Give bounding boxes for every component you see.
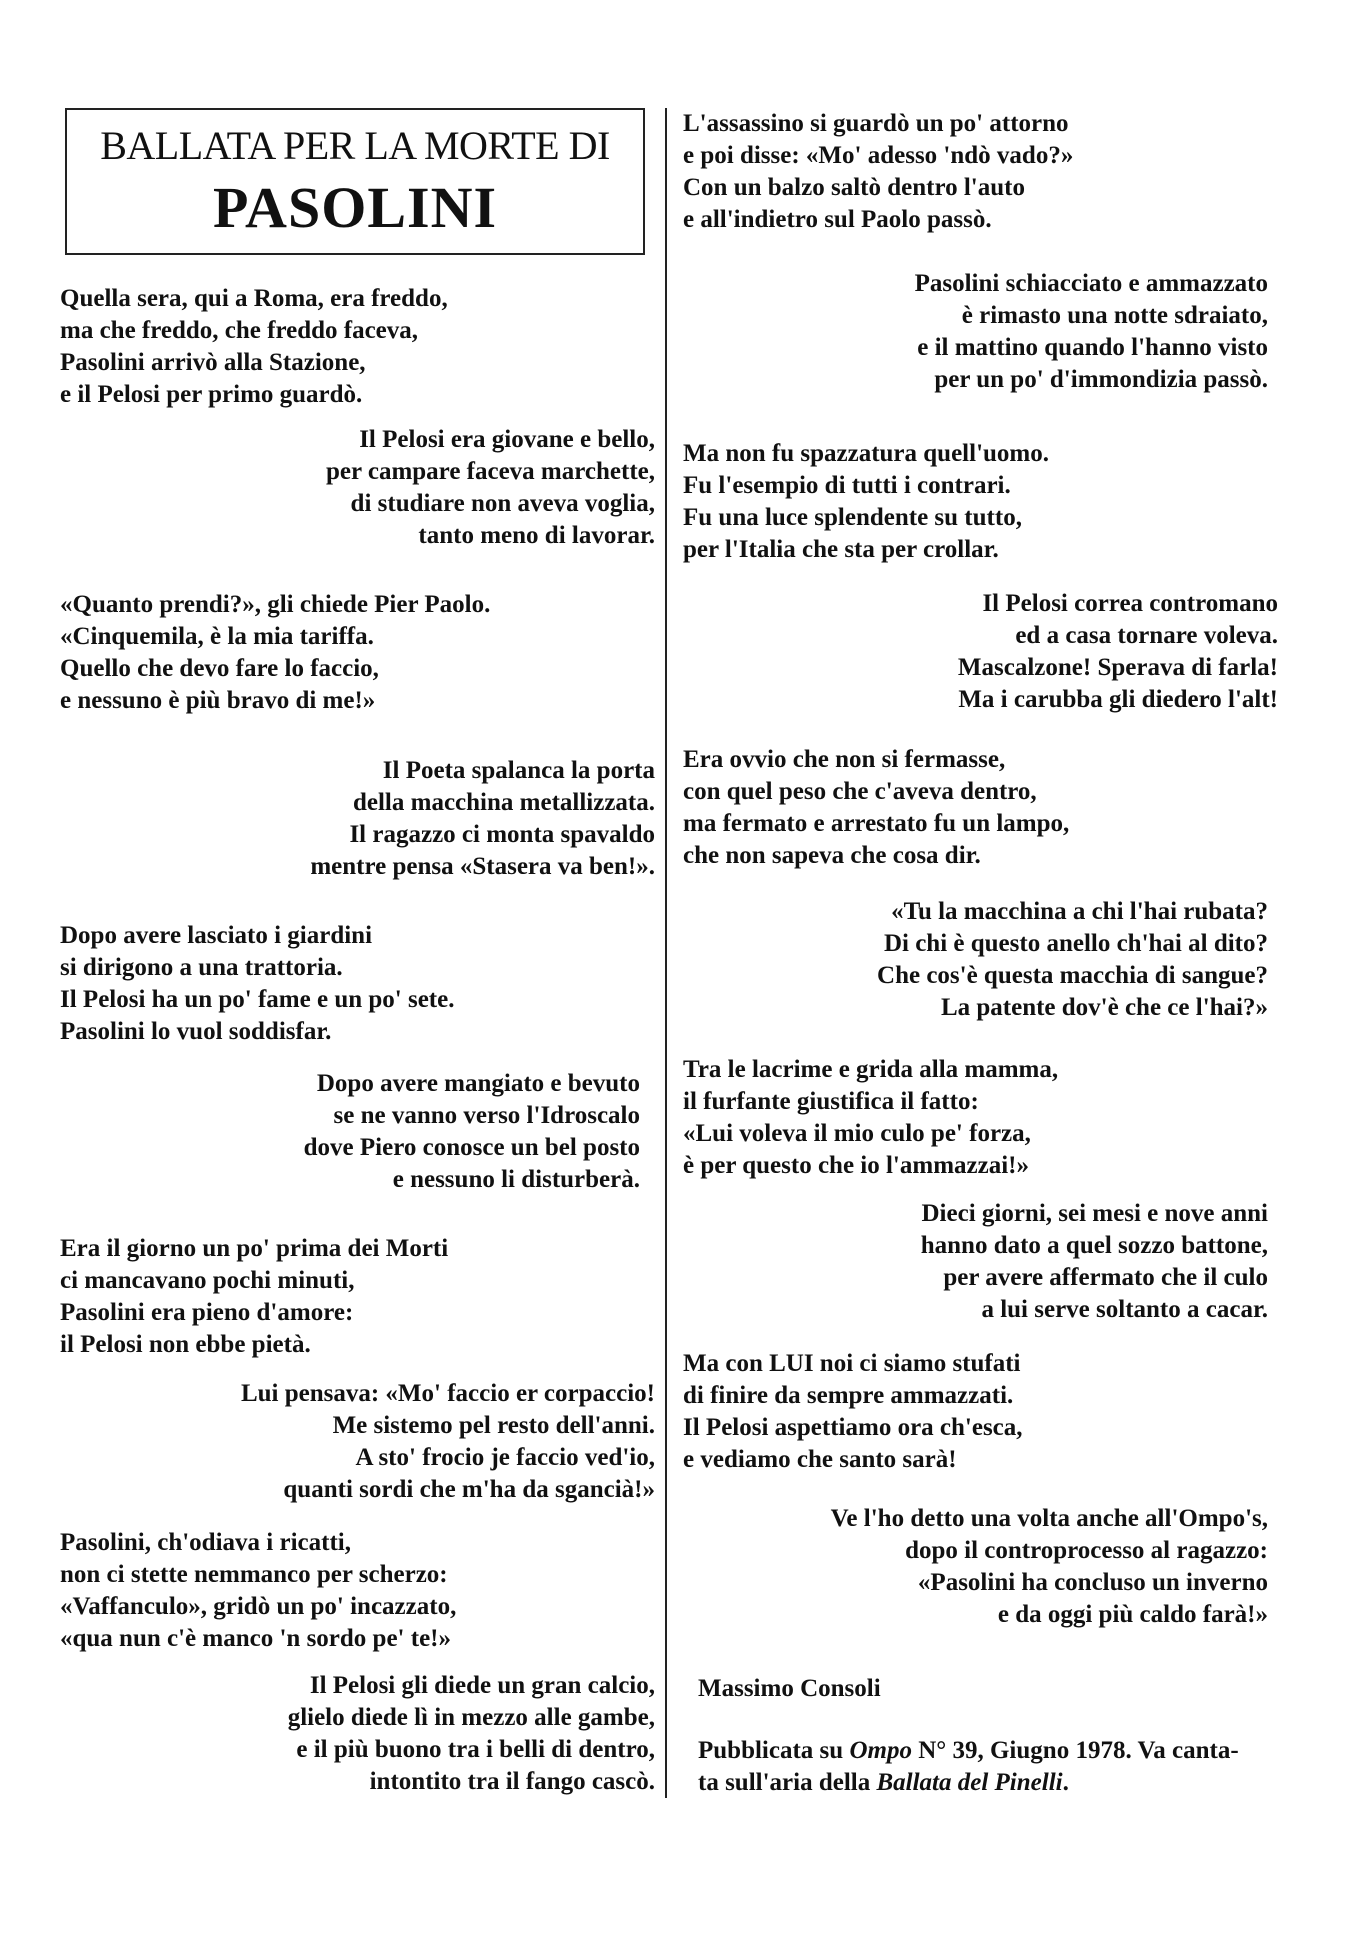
verse-line: Il Pelosi gli diede un gran calcio, xyxy=(309,1672,655,1699)
verse-line: ci mancavano pochi minuti, xyxy=(60,1267,355,1294)
verse-line: Era ovvio che non si fermasse, xyxy=(683,746,1006,773)
stanza xyxy=(683,108,1278,236)
stanza xyxy=(683,438,1278,566)
stanza xyxy=(683,896,1268,1024)
verse-line: e da oggi più caldo farà!» xyxy=(997,1601,1268,1628)
verse-line: e il mattino quando l'hanno visto xyxy=(917,334,1268,361)
stanza xyxy=(60,283,655,411)
verse-line: Il Pelosi ha un po' fame e un po' sete. xyxy=(60,986,455,1013)
stanza xyxy=(60,1670,655,1798)
verse-line: si dirigono a una trattoria. xyxy=(60,954,343,981)
verse-line: è rimasto una notte sdraiato, xyxy=(961,302,1268,329)
verse-line: quanti sordi che m'ha da sgancià!» xyxy=(283,1476,655,1503)
stanza xyxy=(683,1198,1268,1326)
verse-line: Fu una luce splendente su tutto, xyxy=(683,504,1022,531)
verse-line: Il ragazzo ci monta spavaldo xyxy=(349,821,655,848)
verse-line: e il Pelosi per primo guardò. xyxy=(60,381,363,408)
verse-line: Di chi è questo anello ch'hai al dito? xyxy=(883,930,1268,957)
publication-line-2 xyxy=(698,1767,1288,1799)
verse-line: della macchina metallizzata. xyxy=(352,789,655,816)
verse-line: Lui pensava: «Mo' faccio er corpaccio! xyxy=(240,1380,655,1407)
publication-line2-prefix: ta sull'aria della xyxy=(698,1769,877,1796)
title-line-1: BALLATA PER LA MORTE DI xyxy=(100,123,610,168)
verse-line: Tra le lacrime e grida alla mamma, xyxy=(683,1056,1059,1083)
stanza xyxy=(60,1378,655,1506)
verse-line: e poi disse: «Mo' adesso 'ndò vado?» xyxy=(683,142,1074,169)
verse-line: e vediamo che santo sarà! xyxy=(683,1446,957,1473)
verse-line: Con un balzo saltò dentro l'auto xyxy=(683,174,1025,201)
title-line-2: PASOLINI xyxy=(212,175,498,240)
verse-line: Ma i carubba gli diedero l'alt! xyxy=(958,686,1278,713)
stanza xyxy=(683,1348,1278,1476)
stanza xyxy=(60,920,655,1048)
verse-line: «qua nun c'è manco 'n sordo pe' te!» xyxy=(60,1625,452,1652)
verse-line: Fu l'esempio di tutti i contrari. xyxy=(683,472,1011,499)
left-column xyxy=(60,108,660,1795)
verse-line: per l'Italia che sta per crollar. xyxy=(683,536,999,563)
verse-line: hanno dato a quel sozzo battone, xyxy=(920,1232,1268,1259)
verse-line: Mascalzone! Sperava di farla! xyxy=(957,654,1278,681)
verse-line: mentre pensa «Stasera va ben!». xyxy=(310,853,655,880)
verse-line: ed a casa tornare voleva. xyxy=(1015,622,1278,649)
verse-line: Il Pelosi correa contromano xyxy=(982,590,1278,617)
publication-note xyxy=(698,1735,1288,1799)
verse-line: e nessuno è più bravo di me!» xyxy=(60,687,376,714)
verse-line: a lui serve soltanto a cacar. xyxy=(981,1296,1268,1323)
verse-line: Pasolini, ch'odiava i ricatti, xyxy=(60,1529,351,1556)
verse-line: «Quanto prendi?», gli chiede Pier Paolo. xyxy=(60,591,491,618)
publication-middle: N° 39, Giugno 1978. Va canta- xyxy=(911,1737,1239,1764)
stanza xyxy=(683,268,1268,396)
verse-line: se ne vanno verso l'Idroscalo xyxy=(333,1102,640,1129)
stanza xyxy=(60,1068,640,1196)
verse-line: il furfante giustifica il fatto: xyxy=(683,1088,979,1115)
stanza xyxy=(60,424,655,552)
stanza xyxy=(60,589,655,717)
verse-line: Dopo avere mangiato e bevuto xyxy=(316,1070,640,1097)
verse-line: «Lui voleva il mio culo pe' forza, xyxy=(683,1120,1031,1147)
verse-line: e nessuno li disturberà. xyxy=(392,1166,640,1193)
verse-line: per un po' d'immondizia passò. xyxy=(934,366,1268,393)
verse-line: glielo diede lì in mezzo alle gambe, xyxy=(287,1704,655,1731)
verse-line: Pasolini lo vuol soddisfar. xyxy=(60,1018,332,1045)
title-box xyxy=(65,108,645,255)
verse-line: Ve l'ho detto una volta anche all'Ompo's, xyxy=(830,1505,1268,1532)
stanza xyxy=(60,1527,655,1655)
verse-line: «Cinquemila, è la mia tariffa. xyxy=(60,623,374,650)
verse-line: «Pasolini ha concluso un inverno xyxy=(917,1569,1268,1596)
verse-line: «Tu la macchina a chi l'hai rubata? xyxy=(891,898,1268,925)
verse-line: di studiare non aveva voglia, xyxy=(350,490,655,517)
verse-line: Il Poeta spalanca la porta xyxy=(382,757,655,784)
verse-line: Pasolini era pieno d'amore: xyxy=(60,1299,354,1326)
verse-line: Ma non fu spazzatura quell'uomo. xyxy=(683,440,1050,467)
publication-line-1 xyxy=(698,1735,1288,1767)
stanza xyxy=(683,744,1278,872)
verse-line: Era il giorno un po' prima dei Morti xyxy=(60,1235,449,1262)
verse-line: L'assassino si guardò un po' attorno xyxy=(683,110,1069,137)
verse-line: «Vaffanculo», gridò un po' incazzato, xyxy=(60,1593,457,1620)
verse-line: ma fermato e arrestato fu un lampo, xyxy=(683,810,1070,837)
verse-line: Che cos'è questa macchia di sangue? xyxy=(877,962,1268,989)
verse-line: per avere affermato che il culo xyxy=(943,1264,1268,1291)
verse-line: Dieci giorni, sei mesi e nove anni xyxy=(921,1200,1268,1227)
publication-line2-suffix: . xyxy=(1062,1769,1069,1796)
column-divider xyxy=(665,108,667,1798)
verse-line: Quella sera, qui a Roma, era freddo, xyxy=(60,285,448,312)
verse-line: e il più buono tra i belli di dentro, xyxy=(296,1736,655,1763)
verse-line: Quello che devo fare lo faccio, xyxy=(60,655,379,682)
author-credit: Massimo Consoli xyxy=(698,1675,881,1702)
stanza xyxy=(683,588,1278,716)
verse-line: e all'indietro sul Paolo passò. xyxy=(683,206,992,233)
publication-prefix: Pubblicata su xyxy=(698,1737,850,1764)
verse-line: Ma con LUI noi ci siamo stufati xyxy=(683,1350,1021,1377)
verse-line: per campare faceva marchette, xyxy=(325,458,655,485)
verse-line: ma che freddo, che freddo faceva, xyxy=(60,317,419,344)
verse-line: Il Pelosi era giovane e bello, xyxy=(359,426,655,453)
stanza xyxy=(60,1233,655,1361)
verse-line: che non sapeva che cosa dir. xyxy=(683,842,981,869)
verse-line: Pasolini arrivò alla Stazione, xyxy=(60,349,366,376)
verse-line: Il Pelosi aspettiamo ora ch'esca, xyxy=(683,1414,1023,1441)
verse-line: intontito tra il fango cascò. xyxy=(369,1768,655,1795)
verse-line: Me sistemo pel resto dell'anni. xyxy=(332,1412,655,1439)
verse-line: con quel peso che c'aveva dentro, xyxy=(683,778,1037,805)
verse-line: di finire da sempre ammazzati. xyxy=(683,1382,1014,1409)
verse-line: dove Piero conosce un bel posto xyxy=(303,1134,640,1161)
verse-line: A sto' frocio je faccio ved'io, xyxy=(355,1444,655,1471)
verse-line: tanto meno di lavorar. xyxy=(418,522,655,549)
verse-line: non ci stette nemmanco per scherzo: xyxy=(60,1561,448,1588)
publication-song: Ballata del Pinelli xyxy=(876,1769,1063,1796)
stanza xyxy=(683,1054,1278,1182)
stanza xyxy=(683,1503,1268,1631)
stanza xyxy=(60,755,655,883)
verse-line: Pasolini schiacciato e ammazzato xyxy=(914,270,1268,297)
verse-line: il Pelosi non ebbe pietà. xyxy=(60,1331,311,1358)
verse-line: La patente dov'è che ce l'hai?» xyxy=(940,994,1268,1021)
verse-line: è per questo che io l'ammazzai!» xyxy=(683,1152,1029,1179)
verse-line: dopo il controprocesso al ragazzo: xyxy=(905,1537,1268,1564)
publication-magazine: Ompo xyxy=(849,1737,912,1764)
verse-line: Dopo avere lasciato i giardini xyxy=(60,922,373,949)
